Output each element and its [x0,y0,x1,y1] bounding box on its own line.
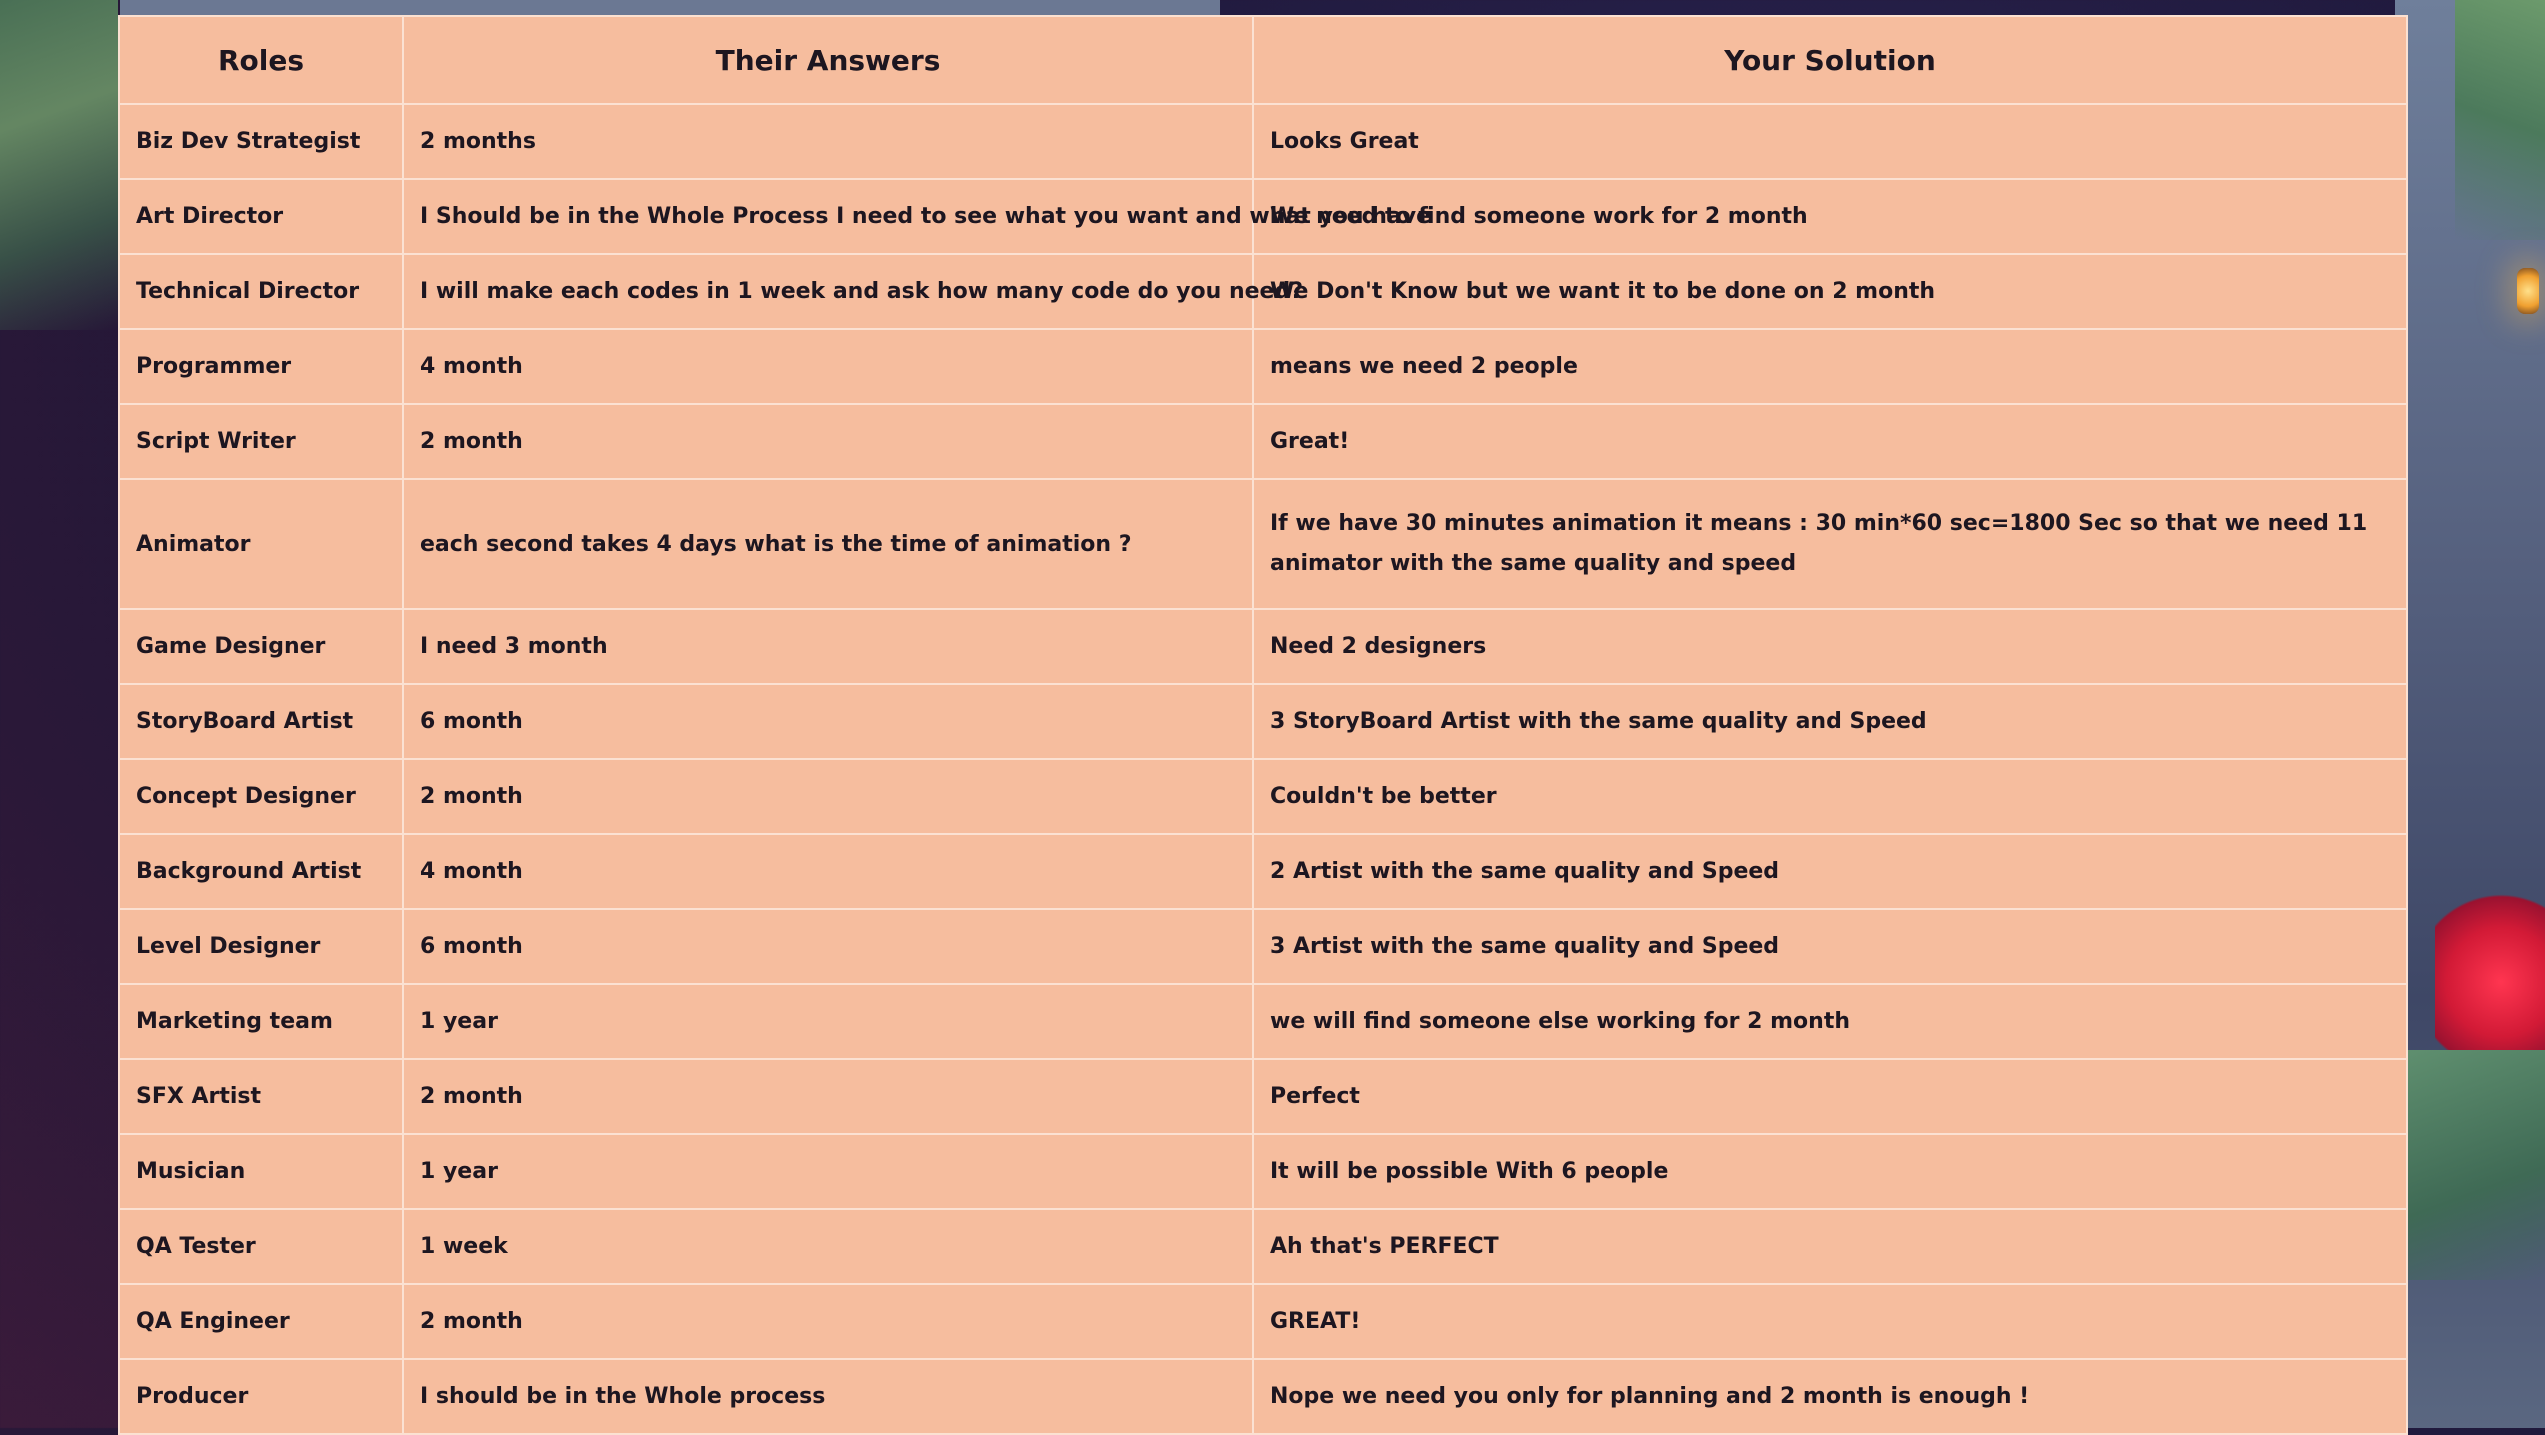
role-cell: Biz Dev Strategist [119,104,403,179]
role-cell: Producer [119,1359,403,1434]
role-cell: Musician [119,1134,403,1209]
role-cell: Level Designer [119,909,403,984]
answer-cell: I need 3 month [403,609,1253,684]
solution-cell: If we have 30 minutes animation it means : 30 min*60 sec=1800 Sec so that we need 11 animator with the same quality and speed [1253,479,2407,609]
table-row [119,1284,2407,1359]
solution-cell: 3 Artist with the same quality and Speed [1253,909,2407,984]
answer-cell: 6 month [403,684,1253,759]
table-row [119,404,2407,479]
header-row [119,16,2407,104]
role-cell: Technical Director [119,254,403,329]
role-cell: Art Director [119,179,403,254]
role-cell: Animator [119,479,403,609]
solution-cell: We need to find someone work for 2 month [1253,179,2407,254]
solution-cell: Couldn't be better [1253,759,2407,834]
table-row [119,834,2407,909]
header-their-answers: Their Answers [403,16,1253,104]
solution-cell: 2 Artist with the same quality and Speed [1253,834,2407,909]
table-row [119,479,2407,609]
solution-cell: 3 StoryBoard Artist with the same quality and Speed [1253,684,2407,759]
role-cell: Script Writer [119,404,403,479]
answer-cell: 1 year [403,984,1253,1059]
answer-cell: 4 month [403,834,1253,909]
solution-cell: It will be possible With 6 people [1253,1134,2407,1209]
role-cell: QA Engineer [119,1284,403,1359]
answer-cell: 1 year [403,1134,1253,1209]
solution-cell: Great! [1253,404,2407,479]
table-row [119,329,2407,404]
answer-cell: 1 week [403,1209,1253,1284]
background-right-leaf [2405,1050,2545,1280]
role-cell: Game Designer [119,609,403,684]
table-row [119,609,2407,684]
solution-cell: We Don't Know but we want it to be done on 2 month [1253,254,2407,329]
answer-cell: 6 month [403,909,1253,984]
table-row [119,1359,2407,1434]
table-row [119,909,2407,984]
background-red-berries [2435,880,2545,1050]
solution-cell: Looks Great [1253,104,2407,179]
solution-cell: Perfect [1253,1059,2407,1134]
table-row [119,179,2407,254]
role-cell: Programmer [119,329,403,404]
table-row [119,984,2407,1059]
answer-cell: 2 months [403,104,1253,179]
header-roles: Roles [119,16,403,104]
table-row [119,759,2407,834]
role-cell: Background Artist [119,834,403,909]
answer-cell: 4 month [403,329,1253,404]
answer-cell: 2 month [403,404,1253,479]
role-cell: Marketing team [119,984,403,1059]
answer-cell: 2 month [403,1284,1253,1359]
table-row [119,1134,2407,1209]
table-row [119,104,2407,179]
answer-cell: each second takes 4 days what is the time of animation ? [403,479,1253,609]
answer-cell: I will make each codes in 1 week and ask how many code do you need? [403,254,1253,329]
solution-cell: Ah that's PERFECT [1253,1209,2407,1284]
table-row [119,1059,2407,1134]
background-lantern [2517,268,2539,314]
roles-table [118,15,2408,1435]
background-left-foliage [0,0,118,330]
solution-cell: we will find someone else working for 2 month [1253,984,2407,1059]
answer-cell: 2 month [403,1059,1253,1134]
answer-cell: I should be in the Whole process [403,1359,1253,1434]
table-row [119,254,2407,329]
answer-cell: I Should be in the Whole Process I need to see what you want and what you have [403,179,1253,254]
role-cell: StoryBoard Artist [119,684,403,759]
background-right-foliage [2455,0,2545,240]
role-cell: QA Tester [119,1209,403,1284]
role-cell: SFX Artist [119,1059,403,1134]
table-row [119,1209,2407,1284]
solution-cell: Need 2 designers [1253,609,2407,684]
role-cell: Concept Designer [119,759,403,834]
answer-cell: 2 month [403,759,1253,834]
header-your-solution: Your Solution [1253,16,2407,104]
table-row [119,684,2407,759]
solution-cell: means we need 2 people [1253,329,2407,404]
solution-cell: Nope we need you only for planning and 2 month is enough ! [1253,1359,2407,1434]
solution-cell: GREAT! [1253,1284,2407,1359]
